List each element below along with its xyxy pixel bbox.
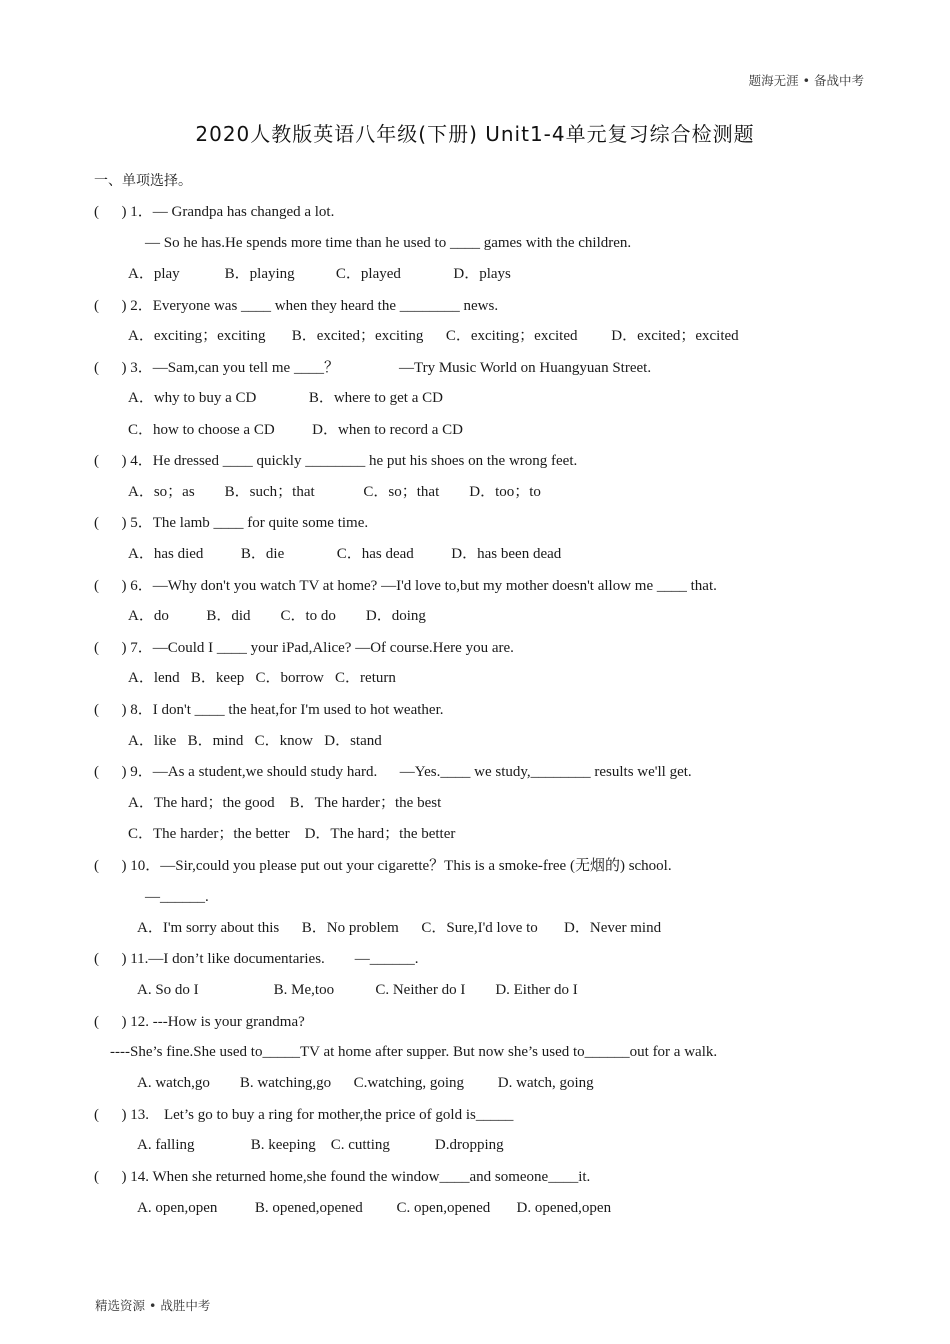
question-1-reply: — So he has.He spends more time than he used to ____ games with the children. — [145, 235, 632, 251]
question-3-stem: ( ) 3．—Sam,can you tell me ____？ —Try Music World on Huangyuan Street. — [94, 360, 652, 376]
question-7-stem: ( ) 7．—Could I ____ your iPad,Alice? —Of course.Here you are. — [94, 640, 514, 656]
question-11-stem: ( ) 11.—I don’t like documentaries. —______. — [94, 951, 419, 967]
question-5-stem: ( ) 5．The lamb ____ for quite some time. — [94, 515, 369, 531]
document-title: 2020人教版英语八年级(下册) Unit1-4单元复习综合检测题 — [195, 122, 755, 146]
question-12-stem: ( ) 12. ---How is your grandma? — [94, 1014, 305, 1030]
question-3-options-cd: C．how to choose a CD D．when to record a CD — [128, 422, 463, 438]
question-3-options-ab: A．why to buy a CD B．where to get a CD — [128, 390, 443, 406]
page-footer-left: 精选资源 • 战胜中考 — [95, 1298, 211, 1313]
question-14-stem: ( ) 14. When she returned home,she found the window____and someone____it. — [94, 1169, 591, 1185]
question-1-stem: ( ) 1．— Grandpa has changed a lot. — [94, 204, 335, 220]
question-10-options: A．I'm sorry about this B．No problem C．Sure,I'd love to D．Never mind — [137, 920, 662, 936]
question-4-options: A．so；as B．such；that C．so；that D．too；to — [128, 484, 541, 500]
question-8-stem: ( ) 8．I don't ____ the heat,for I'm used to hot weather. — [94, 702, 444, 718]
page-header-right: 题海无涯 • 备战中考 — [748, 73, 864, 88]
question-9-options-cd: C．The harder；the better D．The hard；the better — [128, 826, 456, 842]
question-11-options: A. So do I B. Me,too C. Neither do I D. Either do I — [137, 982, 578, 998]
section-heading: 一、单项选择。 — [94, 173, 192, 189]
question-14-options: A. open,open B. opened,opened C. open,opened D. opened,open — [137, 1200, 612, 1216]
question-9-stem: ( ) 9．—As a student,we should study hard. —Yes.____ we study,________ results we'll get. — [94, 764, 692, 780]
question-13-stem: ( ) 13. Let’s go to buy a ring for mother,the price of gold is_____ — [94, 1107, 514, 1123]
question-5-options: A．has died B．die C．has dead D．has been dead — [128, 546, 562, 562]
question-7-options: A．lend B．keep C．borrow C．return — [128, 670, 396, 686]
question-10-stem: ( ) 10．—Sir,could you please put out your cigarette？This is a smoke-free (无烟的) school. — [94, 858, 672, 874]
question-6-stem: ( ) 6．—Why don't you watch TV at home? —I'd love to,but my mother doesn't allow me ____ that. — [94, 578, 717, 594]
question-2-stem: ( ) 2．Everyone was ____ when they heard the ________ news. — [94, 298, 499, 314]
question-4-stem: ( ) 4．He dressed ____ quickly ________ he put his shoes on the wrong feet. — [94, 453, 578, 469]
question-1-options: A．play B．playing C．played D．plays — [128, 266, 511, 282]
question-10-reply: —______. — [145, 889, 209, 905]
question-13-options: A. falling B. keeping C. cutting D.dropping — [137, 1137, 504, 1153]
question-9-options-ab: A．The hard；the good B．The harder；the best — [128, 795, 442, 811]
question-12-reply: ----She’s fine.She used to_____TV at home after supper. But now she’s used to______out for a walk. — [110, 1044, 718, 1060]
question-2-options: A．exciting；exciting B．excited；exciting C．exciting；excited D．excited；excited — [128, 328, 739, 344]
question-6-options: A．do B．did C．to do D．doing — [128, 608, 426, 624]
question-8-options: A．like B．mind C．know D．stand — [128, 733, 382, 749]
question-12-options: A. watch,go B. watching,go C.watching, going D. watch, going — [137, 1075, 594, 1091]
